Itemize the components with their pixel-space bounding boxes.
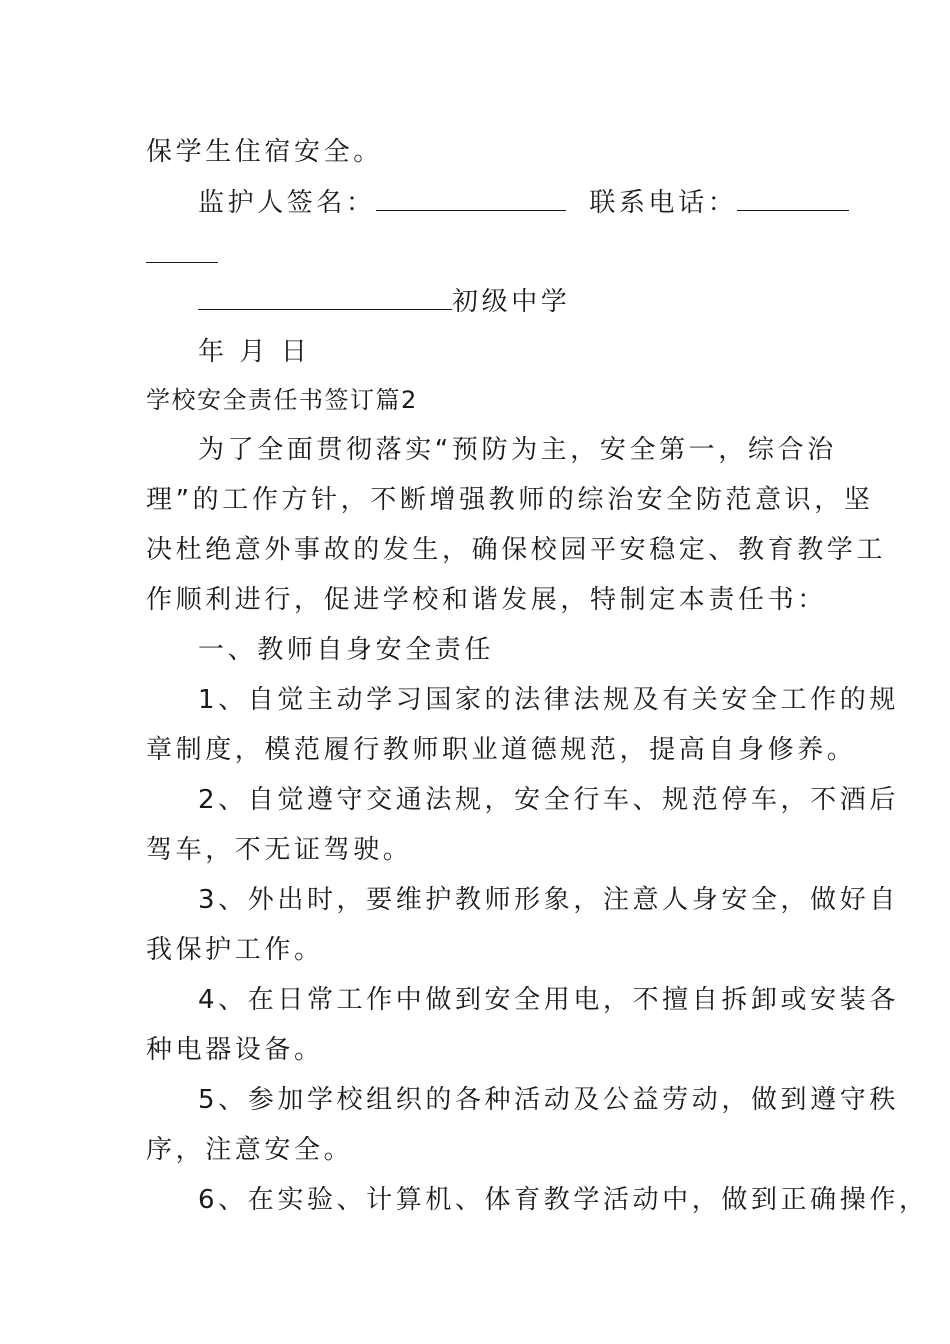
paragraph-line: 理”的工作方针，不断增强教师的综治安全防范意识，坚 [146, 485, 874, 515]
list-item-5-line: 序，注意安全。 [146, 1135, 354, 1165]
subsection-heading: 一、教师自身安全责任 [198, 635, 495, 665]
list-item-3-line: 3、外出时，要维护教师形象，注意人身安全，做好自 [198, 885, 899, 915]
school-name-blank[interactable] [198, 287, 452, 310]
guardian-signature-blank[interactable] [376, 188, 566, 211]
list-item-2-line: 驾车，不无证驾驶。 [146, 835, 413, 865]
list-item-3-line: 我保护工作。 [146, 935, 324, 965]
list-item-1-line: 章制度，模范履行教师职业道德规范，提高自身修养。 [146, 735, 857, 765]
list-item-6-line: 6、在实验、计算机、体育教学活动中，做到正确操作， [198, 1185, 929, 1215]
paragraph-line: 保学生住宿安全。 [146, 137, 383, 167]
school-name-suffix: 初级中学 [452, 287, 571, 317]
contact-phone-blank[interactable] [737, 188, 849, 211]
paragraph-line: 决杜绝意外事故的发生，确保校园平安稳定、教育教学工 [146, 535, 887, 565]
school-name-line [198, 285, 570, 319]
list-item-2-line: 2、自觉遵守交通法规，安全行车、规范停车，不酒后 [198, 785, 899, 815]
contact-phone-blank-continued[interactable] [146, 240, 218, 263]
guardian-signature-label: 监护人签名： [198, 188, 376, 218]
paragraph-line: 为了全面贯彻落实“预防为主，安全第一，综合治 [198, 435, 837, 465]
list-item-4-line: 种电器设备。 [146, 1035, 324, 1065]
date-line: 年 月 日 [198, 337, 311, 367]
list-item-4-line: 4、在日常工作中做到安全用电，不擅自拆卸或安装各 [198, 985, 899, 1015]
list-item-1-line: 1、自觉主动学习国家的法律法规及有关安全工作的规 [198, 685, 899, 715]
contact-phone-label: 联系电话： [589, 188, 738, 218]
signature-line [198, 186, 849, 220]
list-item-5-line: 5、参加学校组织的各种活动及公益劳动，做到遵守秩 [198, 1085, 899, 1115]
paragraph-line: 作顺利进行，促进学校和谐发展，特制定本责任书： [146, 585, 827, 615]
section-title: 学校安全责任书签订篇2 [146, 386, 418, 414]
